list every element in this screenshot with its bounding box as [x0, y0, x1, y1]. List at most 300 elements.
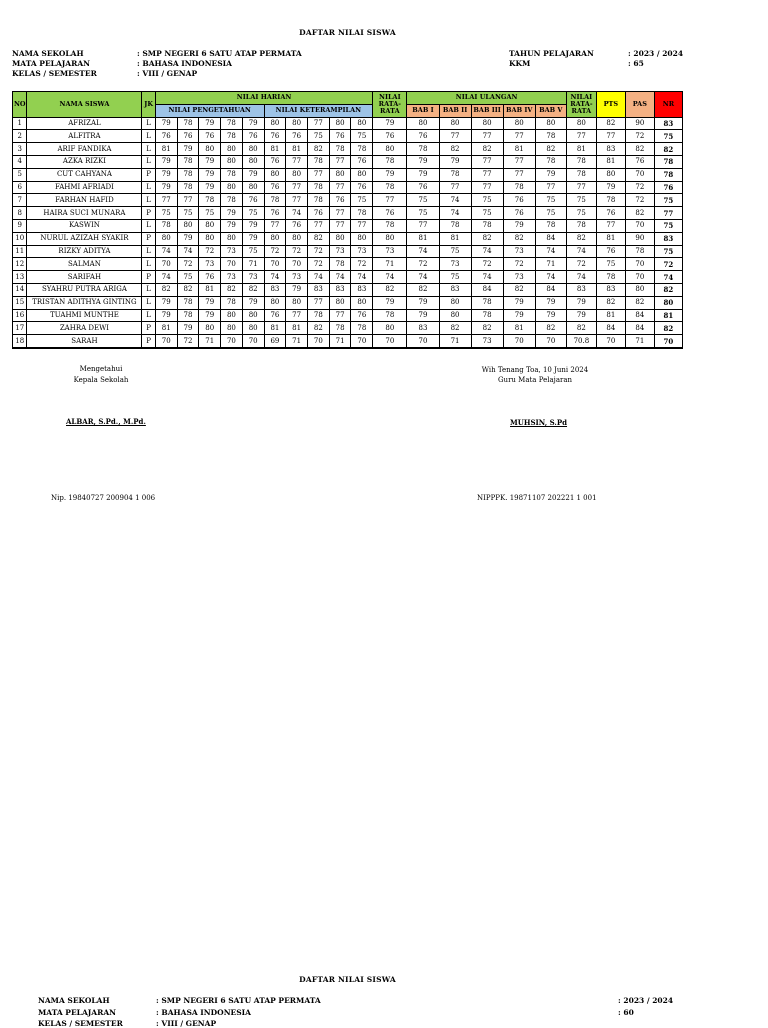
- test-score: 75: [471, 194, 503, 207]
- gender-cell: L: [142, 296, 155, 309]
- row-number: 1: [13, 117, 27, 130]
- final-score: 75: [654, 219, 682, 232]
- knowledge-score: 79: [199, 117, 221, 130]
- student-name: HAIRA SUCI MUNARA: [27, 207, 142, 220]
- knowledge-score: 79: [242, 168, 264, 181]
- test-average: 77: [566, 181, 596, 194]
- test-score: 78: [439, 219, 471, 232]
- gender-cell: L: [142, 194, 155, 207]
- test-score: 78: [407, 143, 439, 156]
- test-score: 84: [535, 232, 566, 245]
- knowledge-score: 79: [155, 155, 177, 168]
- col-header-pas: PAS: [625, 92, 654, 118]
- knowledge-score: 82: [155, 283, 177, 296]
- test-average: 75: [566, 194, 596, 207]
- knowledge-score: 78: [177, 117, 199, 130]
- skill-score: 81: [286, 322, 308, 335]
- daily-average: 77: [373, 194, 407, 207]
- knowledge-score: 78: [221, 168, 243, 181]
- label-subject: MATA PELAJARAN: [12, 59, 91, 68]
- student-name: SALMAN: [27, 258, 142, 271]
- student-name: RIZKY ADITYA: [27, 245, 142, 258]
- skill-score: 78: [329, 258, 351, 271]
- knowledge-score: 74: [177, 245, 199, 258]
- skill-score: 77: [308, 296, 330, 309]
- test-score: 76: [503, 194, 535, 207]
- table-row: [13, 258, 683, 271]
- test-score: 80: [471, 117, 503, 130]
- skill-score: 71: [286, 335, 308, 348]
- knowledge-score: 80: [177, 219, 199, 232]
- skill-score: 70: [351, 335, 373, 348]
- skill-score: 77: [329, 207, 351, 220]
- knowledge-score: 78: [177, 168, 199, 181]
- test-average: 78: [566, 168, 596, 181]
- skill-score: 76: [264, 207, 286, 220]
- sig-left-line2: Kepala Sekolah: [73, 376, 129, 384]
- skill-score: 70: [286, 258, 308, 271]
- test-score: 78: [535, 219, 566, 232]
- p2-value-subject: : BAHASA INDONESIA: [156, 1008, 252, 1017]
- skill-score: 80: [264, 232, 286, 245]
- skill-score: 83: [308, 283, 330, 296]
- test-score: 73: [503, 271, 535, 284]
- table-row: [13, 245, 683, 258]
- knowledge-score: 78: [221, 117, 243, 130]
- table-row: [13, 143, 683, 156]
- p2-value-class: : VIII / GENAP: [156, 1019, 217, 1028]
- test-score: 71: [439, 335, 471, 348]
- knowledge-score: 73: [221, 271, 243, 284]
- col-header-bab: BAB IV: [503, 104, 535, 117]
- col-header-pts: PTS: [596, 92, 625, 118]
- knowledge-score: 75: [155, 207, 177, 220]
- pas-score: 90: [625, 117, 654, 130]
- final-score: 77: [654, 207, 682, 220]
- skill-score: 76: [264, 130, 286, 143]
- skill-score: 74: [308, 271, 330, 284]
- knowledge-score: 75: [199, 207, 221, 220]
- test-average: 83: [566, 283, 596, 296]
- gender-cell: L: [142, 130, 155, 143]
- skill-score: 78: [351, 207, 373, 220]
- pas-score: 70: [625, 271, 654, 284]
- daily-average: 79: [373, 296, 407, 309]
- test-score: 82: [439, 322, 471, 335]
- test-average: 81: [566, 143, 596, 156]
- daily-average: 78: [373, 309, 407, 322]
- final-score: 75: [654, 245, 682, 258]
- test-average: 74: [566, 271, 596, 284]
- knowledge-score: 78: [177, 155, 199, 168]
- test-score: 74: [471, 271, 503, 284]
- table-row: [13, 322, 683, 335]
- knowledge-score: 78: [221, 296, 243, 309]
- skill-score: 77: [308, 219, 330, 232]
- student-name: FAHMI AFRIADI: [27, 181, 142, 194]
- pts-score: 82: [596, 296, 625, 309]
- principal-id: Nip. 19840727 200904 1 006: [51, 494, 156, 502]
- row-number: 15: [13, 296, 27, 309]
- gender-cell: L: [142, 143, 155, 156]
- test-score: 72: [407, 258, 439, 271]
- test-score: 76: [503, 207, 535, 220]
- knowledge-score: 77: [177, 194, 199, 207]
- test-score: 77: [471, 155, 503, 168]
- knowledge-score: 78: [177, 296, 199, 309]
- pts-score: 81: [596, 309, 625, 322]
- knowledge-score: 78: [199, 194, 221, 207]
- student-name: AZKA RIZKI: [27, 155, 142, 168]
- value-school: : SMP NEGERI 6 SATU ATAP PERMATA: [137, 49, 302, 58]
- student-name: TUAHMI MUNTHE: [27, 309, 142, 322]
- skill-score: 75: [351, 194, 373, 207]
- skill-score: 76: [264, 155, 286, 168]
- test-score: 83: [439, 283, 471, 296]
- test-score: 74: [535, 271, 566, 284]
- knowledge-score: 82: [221, 283, 243, 296]
- table-row: [13, 117, 683, 130]
- skill-score: 80: [351, 232, 373, 245]
- skill-score: 82: [308, 322, 330, 335]
- table-row: [13, 271, 683, 284]
- skill-score: 73: [329, 245, 351, 258]
- test-score: 77: [503, 168, 535, 181]
- pts-score: 84: [596, 322, 625, 335]
- student-name: SYAHRU PUTRA ARIGA: [27, 283, 142, 296]
- row-number: 9: [13, 219, 27, 232]
- value-kkm: : 65: [628, 59, 644, 68]
- test-score: 77: [503, 155, 535, 168]
- gender-cell: P: [142, 168, 155, 181]
- daily-average: 80: [373, 143, 407, 156]
- test-score: 82: [535, 143, 566, 156]
- col-header-avg2: NILAI RATA-RATA: [566, 92, 596, 118]
- skill-score: 80: [351, 168, 373, 181]
- knowledge-score: 79: [221, 207, 243, 220]
- knowledge-score: 76: [177, 130, 199, 143]
- table-row: [13, 335, 683, 348]
- test-score: 78: [471, 296, 503, 309]
- test-score: 78: [439, 168, 471, 181]
- knowledge-score: 74: [155, 245, 177, 258]
- knowledge-score: 70: [155, 335, 177, 348]
- skill-score: 77: [286, 181, 308, 194]
- knowledge-score: 79: [155, 168, 177, 181]
- test-score: 81: [439, 232, 471, 245]
- gender-cell: P: [142, 335, 155, 348]
- page-title: DAFTAR NILAI SISWA: [299, 28, 396, 37]
- pas-score: 72: [625, 181, 654, 194]
- p2-value-school: : SMP NEGERI 6 SATU ATAP PERMATA: [156, 996, 321, 1005]
- pts-score: 70: [596, 335, 625, 348]
- test-score: 82: [503, 283, 535, 296]
- skill-score: 78: [264, 194, 286, 207]
- knowledge-score: 80: [242, 309, 264, 322]
- final-score: 80: [654, 296, 682, 309]
- test-score: 76: [407, 130, 439, 143]
- knowledge-score: 78: [177, 309, 199, 322]
- test-score: 80: [503, 117, 535, 130]
- knowledge-score: 79: [199, 155, 221, 168]
- pts-score: 81: [596, 155, 625, 168]
- test-score: 80: [439, 296, 471, 309]
- test-score: 84: [535, 283, 566, 296]
- student-name: KASWIN: [27, 219, 142, 232]
- skill-score: 76: [351, 155, 373, 168]
- test-score: 79: [535, 168, 566, 181]
- test-score: 74: [407, 245, 439, 258]
- p2-label-class: KELAS / SEMESTER: [38, 1019, 123, 1028]
- final-score: 82: [654, 283, 682, 296]
- value-subject: : BAHASA INDONESIA: [137, 59, 233, 68]
- test-score: 77: [535, 181, 566, 194]
- row-number: 18: [13, 335, 27, 348]
- skill-score: 75: [351, 130, 373, 143]
- daily-average: 76: [373, 130, 407, 143]
- pas-score: 80: [625, 283, 654, 296]
- gender-cell: L: [142, 117, 155, 130]
- col-header-name: NAMA SISWA: [27, 92, 142, 118]
- test-average: 77: [566, 130, 596, 143]
- row-number: 12: [13, 258, 27, 271]
- test-score: 82: [471, 232, 503, 245]
- knowledge-score: 75: [242, 207, 264, 220]
- test-score: 75: [439, 271, 471, 284]
- table-row: [13, 207, 683, 220]
- skill-score: 76: [351, 181, 373, 194]
- teacher-id: NIPPPK. 19871107 202221 1 001: [477, 494, 597, 502]
- knowledge-score: 79: [242, 232, 264, 245]
- knowledge-score: 80: [199, 143, 221, 156]
- knowledge-score: 80: [242, 322, 264, 335]
- pas-score: 78: [625, 245, 654, 258]
- daily-average: 70: [373, 335, 407, 348]
- test-score: 82: [407, 283, 439, 296]
- p2-label-subject: MATA PELAJARAN: [38, 1008, 117, 1017]
- skill-score: 78: [329, 143, 351, 156]
- test-score: 83: [407, 322, 439, 335]
- skill-score: 80: [264, 296, 286, 309]
- test-score: 82: [503, 232, 535, 245]
- gender-cell: L: [142, 309, 155, 322]
- skill-score: 78: [308, 309, 330, 322]
- col-header-bab: BAB V: [535, 104, 566, 117]
- daily-average: 71: [373, 258, 407, 271]
- daily-average: 80: [373, 232, 407, 245]
- knowledge-score: 80: [221, 309, 243, 322]
- test-score: 77: [503, 130, 535, 143]
- skill-score: 83: [351, 283, 373, 296]
- test-score: 80: [535, 117, 566, 130]
- daily-average: 82: [373, 283, 407, 296]
- knowledge-score: 80: [221, 232, 243, 245]
- pas-score: 82: [625, 296, 654, 309]
- knowledge-score: 70: [155, 258, 177, 271]
- skill-score: 75: [308, 130, 330, 143]
- table-row: [13, 181, 683, 194]
- skill-score: 76: [351, 309, 373, 322]
- pts-score: 75: [596, 258, 625, 271]
- table-row: [13, 296, 683, 309]
- label-school: NAMA SEKOLAH: [12, 49, 84, 58]
- row-number: 2: [13, 130, 27, 143]
- test-score: 73: [439, 258, 471, 271]
- gender-cell: L: [142, 219, 155, 232]
- knowledge-score: 79: [177, 232, 199, 245]
- test-score: 80: [439, 309, 471, 322]
- pas-score: 84: [625, 309, 654, 322]
- col-header-nr: NR: [654, 92, 682, 118]
- test-score: 73: [471, 335, 503, 348]
- skill-score: 74: [286, 207, 308, 220]
- knowledge-score: 73: [221, 245, 243, 258]
- test-score: 77: [471, 181, 503, 194]
- row-number: 16: [13, 309, 27, 322]
- skill-score: 70: [308, 335, 330, 348]
- pas-score: 90: [625, 232, 654, 245]
- test-score: 75: [471, 207, 503, 220]
- skill-score: 77: [286, 194, 308, 207]
- knowledge-score: 79: [242, 296, 264, 309]
- test-score: 78: [503, 181, 535, 194]
- gender-cell: P: [142, 322, 155, 335]
- final-score: 82: [654, 143, 682, 156]
- gender-cell: L: [142, 181, 155, 194]
- pts-score: 76: [596, 245, 625, 258]
- test-score: 78: [535, 155, 566, 168]
- test-score: 77: [407, 219, 439, 232]
- skill-score: 78: [351, 143, 373, 156]
- knowledge-score: 78: [221, 130, 243, 143]
- knowledge-score: 80: [242, 181, 264, 194]
- final-score: 74: [654, 271, 682, 284]
- knowledge-score: 81: [155, 143, 177, 156]
- final-score: 72: [654, 258, 682, 271]
- skill-score: 76: [264, 181, 286, 194]
- test-score: 82: [439, 143, 471, 156]
- test-score: 79: [439, 155, 471, 168]
- skill-score: 77: [264, 219, 286, 232]
- test-score: 74: [439, 194, 471, 207]
- test-score: 78: [471, 219, 503, 232]
- test-score: 77: [439, 181, 471, 194]
- row-number: 3: [13, 143, 27, 156]
- knowledge-score: 78: [177, 181, 199, 194]
- pts-score: 79: [596, 181, 625, 194]
- knowledge-score: 72: [199, 245, 221, 258]
- knowledge-score: 80: [199, 322, 221, 335]
- row-number: 5: [13, 168, 27, 181]
- test-score: 74: [439, 207, 471, 220]
- skill-score: 74: [264, 271, 286, 284]
- knowledge-score: 82: [242, 283, 264, 296]
- pas-score: 70: [625, 219, 654, 232]
- table-row: [13, 219, 683, 232]
- final-score: 83: [654, 117, 682, 130]
- pts-score: 76: [596, 207, 625, 220]
- pts-score: 81: [596, 232, 625, 245]
- table-row: [13, 130, 683, 143]
- sig-right-line2: Guru Mata Pelajaran: [497, 376, 573, 384]
- knowledge-score: 79: [242, 219, 264, 232]
- daily-average: 79: [373, 117, 407, 130]
- skill-score: 80: [264, 168, 286, 181]
- pas-score: 76: [625, 155, 654, 168]
- row-number: 14: [13, 283, 27, 296]
- test-score: 81: [503, 322, 535, 335]
- knowledge-score: 79: [155, 117, 177, 130]
- final-score: 78: [654, 155, 682, 168]
- pts-score: 78: [596, 271, 625, 284]
- p2-value-year: : 2023 / 2024: [618, 996, 674, 1005]
- test-score: 70: [407, 335, 439, 348]
- col-header-bab: BAB I: [407, 104, 439, 117]
- row-number: 8: [13, 207, 27, 220]
- col-header-avg1: NILAI RATA-RATA: [373, 92, 407, 118]
- skill-score: 80: [329, 117, 351, 130]
- skill-score: 80: [264, 117, 286, 130]
- test-score: 77: [471, 130, 503, 143]
- knowledge-score: 81: [155, 322, 177, 335]
- daily-average: 78: [373, 181, 407, 194]
- skill-score: 77: [329, 181, 351, 194]
- skill-score: 76: [329, 194, 351, 207]
- p2-label-school: NAMA SEKOLAH: [38, 996, 110, 1005]
- knowledge-score: 75: [177, 207, 199, 220]
- skill-score: 81: [264, 143, 286, 156]
- gender-cell: L: [142, 258, 155, 271]
- test-average: 79: [566, 309, 596, 322]
- final-score: 83: [654, 232, 682, 245]
- daily-average: 73: [373, 245, 407, 258]
- knowledge-score: 79: [155, 296, 177, 309]
- knowledge-score: 79: [199, 181, 221, 194]
- pas-score: 72: [625, 130, 654, 143]
- knowledge-score: 70: [221, 335, 243, 348]
- skill-score: 81: [264, 322, 286, 335]
- test-average: 70.8: [566, 335, 596, 348]
- skill-score: 76: [308, 207, 330, 220]
- knowledge-score: 76: [155, 130, 177, 143]
- final-score: 82: [654, 322, 682, 335]
- skill-score: 72: [264, 245, 286, 258]
- skill-score: 77: [308, 117, 330, 130]
- knowledge-score: 75: [177, 271, 199, 284]
- gender-cell: L: [142, 245, 155, 258]
- test-average: 82: [566, 232, 596, 245]
- test-score: 81: [503, 143, 535, 156]
- test-score: 75: [407, 207, 439, 220]
- test-score: 71: [535, 258, 566, 271]
- table-row: [13, 194, 683, 207]
- skill-score: 80: [286, 232, 308, 245]
- test-score: 84: [471, 283, 503, 296]
- skill-score: 81: [286, 143, 308, 156]
- knowledge-score: 80: [199, 219, 221, 232]
- row-number: 6: [13, 181, 27, 194]
- test-score: 76: [407, 181, 439, 194]
- gender-cell: P: [142, 271, 155, 284]
- knowledge-score: 75: [242, 245, 264, 258]
- test-average: 72: [566, 258, 596, 271]
- skill-score: 78: [308, 155, 330, 168]
- knowledge-score: 79: [199, 168, 221, 181]
- knowledge-score: 71: [242, 258, 264, 271]
- skill-score: 77: [286, 155, 308, 168]
- table-row: [13, 168, 683, 181]
- label-kkm: KKM: [509, 59, 531, 68]
